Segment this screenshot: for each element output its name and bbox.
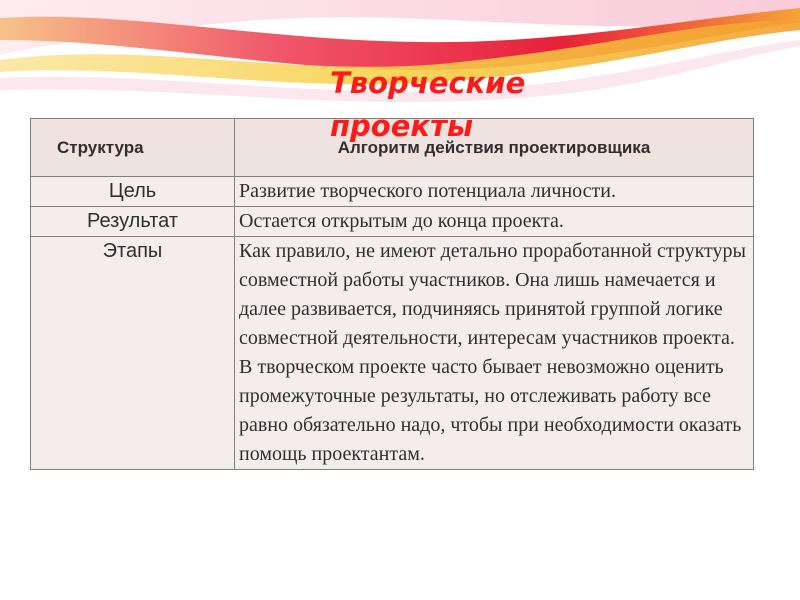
table-row: [31, 177, 754, 207]
row-value-goal: Развитие творческого потенциала личности.: [235, 177, 754, 207]
row-label-goal: Цель: [31, 177, 235, 207]
row-value-stages: Как правило, не имеют детально проработанной структуры совместной работы участников. Она лишь намечается и далее развивается, подчиняясь принятой группой логике совместной деятельности, интересам участников проекта. В творческом проекте часто бывает невозможно оценить промежуточные результаты, но отслеживать работу все равно обязательно надо, чтобы при необходимости оказать помощь проектантам.: [235, 237, 754, 470]
slide-title: Творческие проекты: [330, 66, 526, 143]
row-value-result: Остается открытым до конца проекта.: [235, 207, 754, 237]
table-row: [31, 237, 754, 470]
projects-table: [30, 118, 754, 470]
table-row: [31, 207, 754, 237]
header-algorithm: Алгоритм действия проектировщика: [235, 119, 754, 177]
header-structure: Структура: [31, 119, 235, 177]
row-label-result: Результат: [31, 207, 235, 237]
row-label-stages: Этапы: [31, 237, 235, 470]
